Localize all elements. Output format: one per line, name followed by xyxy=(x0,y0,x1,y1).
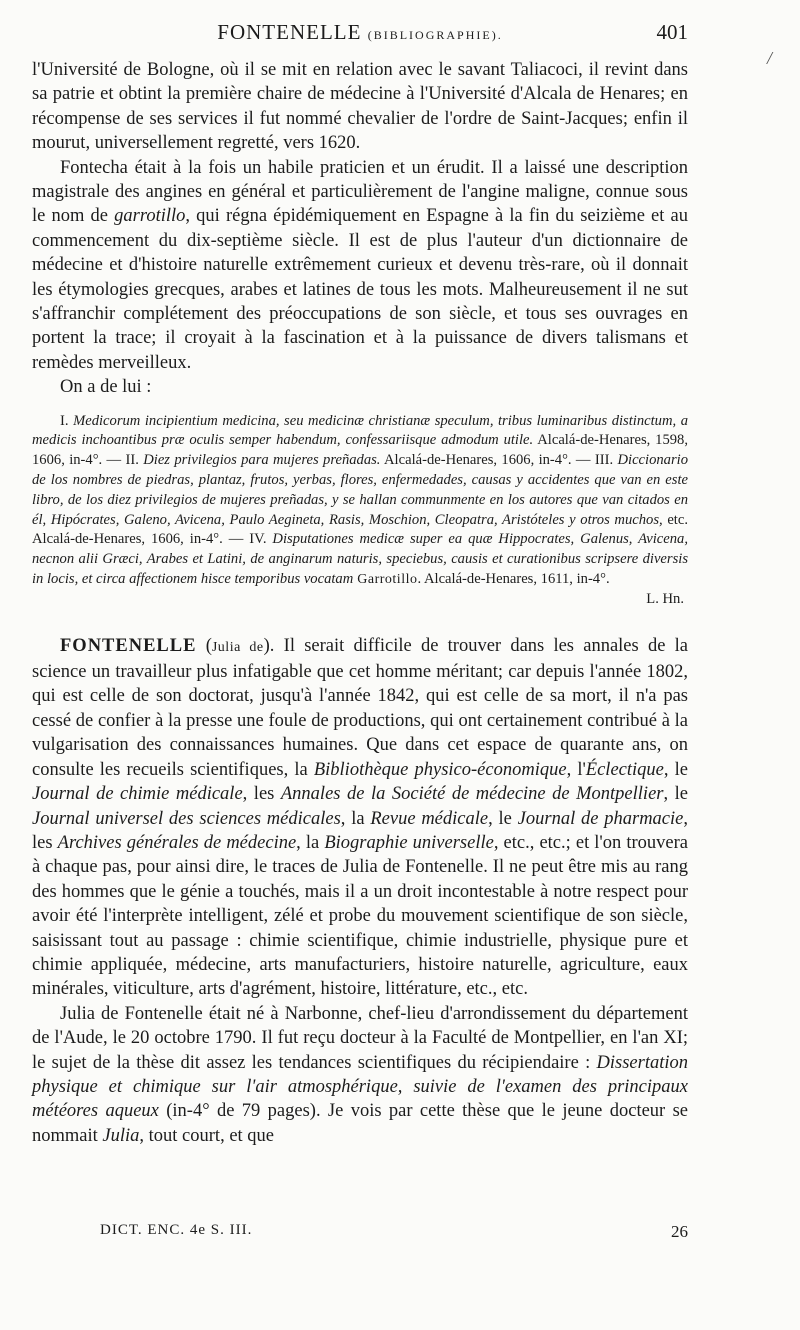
page-body xyxy=(32,58,688,1148)
fontecha-works-intro: On a de lui : xyxy=(60,377,152,398)
running-title-subtitle: (BIBLIOGRAPHIE). xyxy=(367,28,503,42)
page-footer xyxy=(100,1222,688,1246)
fontenelle-paragraph-2: Julia de Fontenelle était né à Narbonne, chef-lieu d'arrondissement du département de l'Aude, le 20 octobre 1790. Il fut reçu docteur à la Faculté de Montpellier, en l'an XI; le sujet de la thèse dit assez les tendances scientifiques du récipiendaire : Dissertation physique et chimique sur l'air atmosphérique, suivie de l'examen des principaux météores aqueux (in-4° de 79 pages). Je vois par cette thèse que le jeune docteur se nommait Julia, tout court, et que xyxy=(32,1003,688,1146)
running-title xyxy=(32,20,688,45)
article-headword: FONTENELLE xyxy=(60,635,197,656)
fontenelle-article xyxy=(32,634,688,1149)
article-forename: Julia de xyxy=(211,639,264,655)
running-title-main: FONTENELLE xyxy=(217,20,362,44)
fontecha-paragraph-2: Fontecha était à la fois un habile praticien et un érudit. Il a laissé une description magistrale des angines en général et particulièrement de l'angine maligne, connue sous le nom de garrotillo, qui régna épidémiquement en Espagne à la fin du seizième et au commencement du dix-septième siècle. Il est de plus l'auteur d'un dictionnaire de médecine et d'histoire naturelle extrêmement curieux et devenu très-rare, où il donnait les étymologies grecques, arabes et latines de tous les mots. Malheureusement il ne sut s'affranchir complétement des préoccupations de son siècle, et tous ses ouvrages en portent la trace; il croyait à la fascination et à la puissance de divers talismans et remèdes merveilleux. xyxy=(32,157,688,373)
fontenelle-paragraph-1: FONTENELLE (Julia de). Il serait difficile de trouver dans les annales de la science un travailleur plus infatigable que cet homme méritant; car depuis l'année 1802, qui est celle de son doctorat, jusqu'à l'année 1842, qui est celle de sa mort, il n'a pas cessé de confier à la presse une foule de productions, qui ont certainement contribué à la vulgarisation des connaissances humaines. Que dans cet espace de quarante ans, on consulte les recueils scientifiques, la Bibliothèque physico-économique, l'Éclectique, le Journal de chimie médicale, les Annales de la Société de médecine de Montpellier, le Journal universel des sciences médicales, la Revue médicale, le Journal de pharmacie, les Archives générales de médecine, la Biographie universelle, etc., etc.; et l'on trouvera à chaque pas, pour ainsi dire, le traces de Julia de Fontenelle. Il ne peut être mis au rang des hommes que le génie a touchés, mais il a un droit incontestable à notre respect pour avoir été l'interprète intelligent, zélé et probe du mouvement scientifique de son siècle, saisissant tout au passage : chimie scientifique, chimie industrielle, physique pure et chimie appliquée, médecine, arts manufacturiers, histoire naturelle, agriculture, eaux minérales, viticulture, arts d'agrément, histoire, littérature, etc., etc. xyxy=(32,635,689,1000)
fontecha-continuation xyxy=(32,58,688,400)
margin-mark: / xyxy=(766,48,772,68)
page-number: 401 xyxy=(656,20,688,44)
sheet-number: 26 xyxy=(671,1222,688,1241)
running-header xyxy=(32,18,688,46)
bibliography xyxy=(32,412,688,610)
fontecha-paragraph-1: l'Université de Bologne, où il se mit en relation avec le savant Taliacoci, il revint dans sa patrie et obtint la première chaire de médecine à l'Université d'Alcala de Henares; en récompense de ses services il fut nommé chevalier de l'ordre de Saint-Jacques; enfin il mourut, universellement regretté, vers 1620. xyxy=(32,60,688,154)
signature-mark: DICT. ENC. 4e S. III. xyxy=(100,1222,253,1238)
author-signature: L. Hn. xyxy=(646,590,684,607)
bibliography-list: I. Medicorum incipientium medicina, seu medicinæ christianæ speculum, tribus luminaribus distinctum, a medicis inchoantibus præ oculis semper habendum, confessariisque admodum utile. Alcalá-de-Henares, 1598, 1606, in-4°. — II. Diez privilegios para mujeres preñadas. Alcalá-de-Henares, 1606, in-4°. — III. Diccionario de los nombres de piedras, plantaz, frutos, yerbas, flores, enfermedades, causas y accidentes que van en este libro, de los diez privilegios de mujeres preñadas, y se hallan communmente en los autores que van citados en él, Hipócrates, Galeno, Avicena, Paulo Aegineta, Rasis, Moschion, Cleopatra, Aristóteles y otros muchos, etc. Alcalá-de-Henares, 1606, in-4°. — IV. Disputationes medicæ super ea quæ Hippocrates, Galenus, Avicena, necnon alii Græci, Arabes et Latini, de anginarum naturis, speciebus, causis et curationibus scripsere diversis in locis, et circa affectionem hisce temporibus vocatam Garrotillo. Alcalá-de-Henares, 1611, in-4°. xyxy=(32,412,689,588)
